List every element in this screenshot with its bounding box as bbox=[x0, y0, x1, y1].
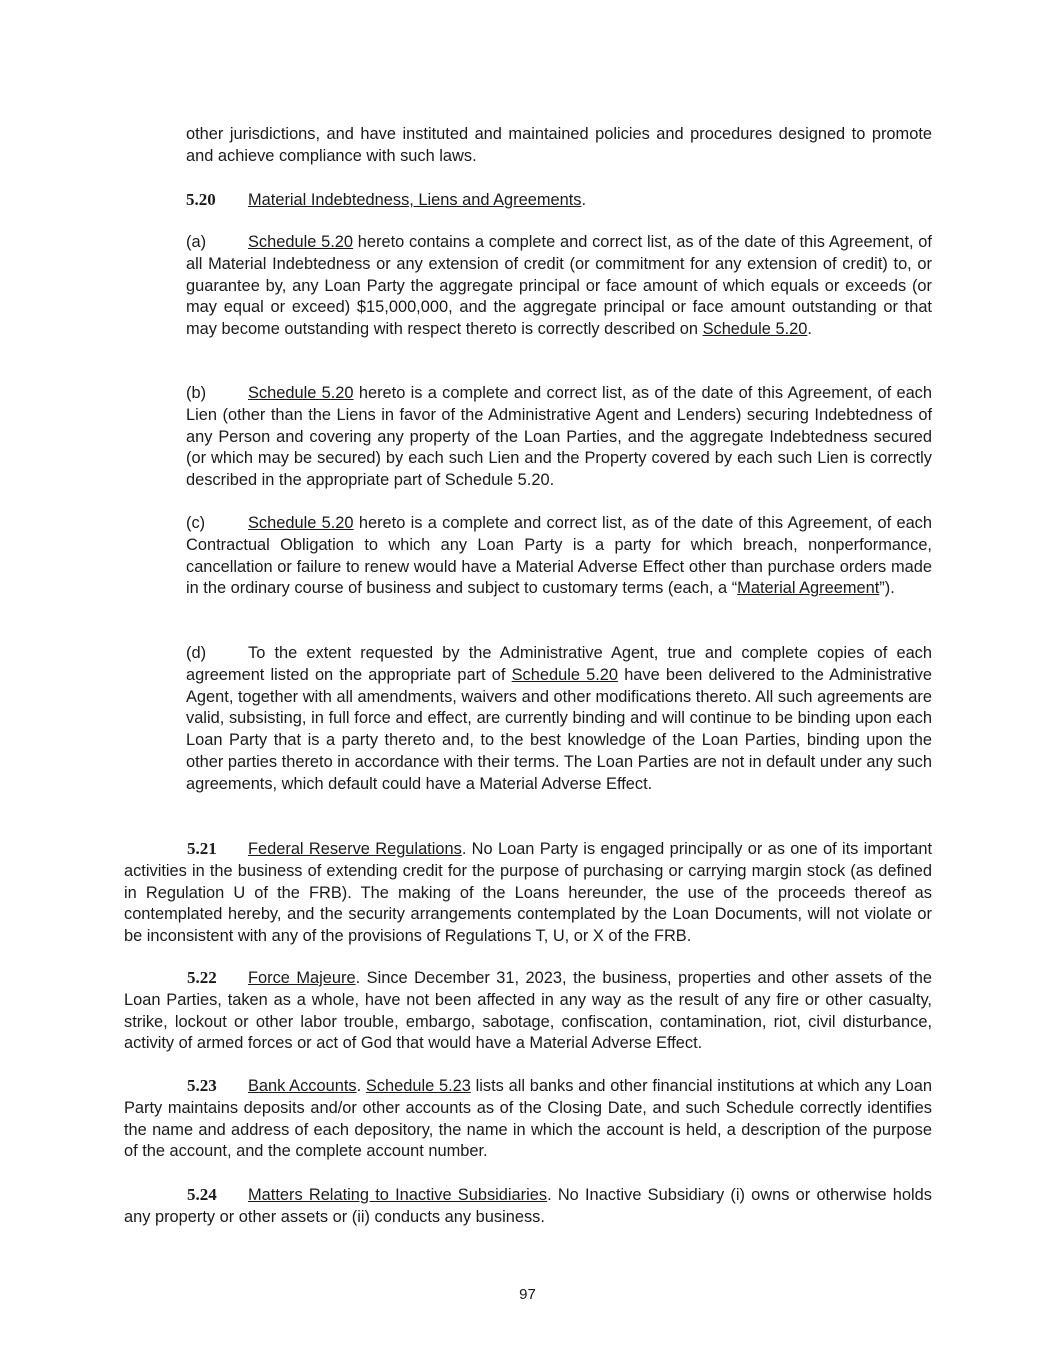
section-title: Bank Accounts bbox=[248, 1077, 357, 1095]
section-title: Matters Relating to Inactive Subsidiaries bbox=[248, 1186, 548, 1204]
section-5-21: 5.21 Federal Reserve Regulations. No Loan Party is engaged principally or as one of its important activities in the business of extending credit for the purpose of purchasing or carrying margin stock (as defined in Regulation U of the FRB). The making of the Loans hereunder, the use of the proceeds thereof as contemplated hereby, and the security arrangements contemplated by the Loan Documents, will not violate or be inconsistent with any of the provisions of Regulations T, U, or X of the FRB. bbox=[124, 839, 932, 946]
schedule-reference: Schedule 5.20 bbox=[511, 665, 619, 684]
section-title: Federal Reserve Regulations bbox=[248, 840, 462, 858]
section-5-20-heading: 5.20 Material Indebtedness, Liens and Agreements. bbox=[186, 190, 587, 209]
section-number: 5.22 bbox=[187, 968, 217, 987]
section-number: 5.23 bbox=[187, 1076, 217, 1095]
paragraph-label: (d) bbox=[186, 644, 207, 662]
paragraph-d: (d) To the extent requested by the Administrative Agent, true and complete copies of each agreement listed on the appropriate part of Schedule 5.20 have been delivered to the Administrative Agent, together with all amendments, waivers and other modifications thereto. All such agreements are valid, subsisting, in full force and effect, are currently binding and will continue to be binding upon each Loan Party that is a party thereto and, to the best knowledge of the Loan Parties, binding upon the other parties thereto in accordance with their terms. The Loan Parties are not in default under any such agreements, which default could have a Material Adverse Effect. bbox=[186, 643, 932, 796]
schedule-reference: Schedule 5.20 bbox=[248, 514, 354, 532]
paragraph-b: (b) Schedule 5.20 hereto is a complete and correct list, as of the date of this Agreement, of each Lien (other than the Liens in favor of the Administrative Agent and Lenders) securing Indebtedness of any Person and covering any property of the Loan Parties, and the aggregate Indebtedness secured (or which may be secured) by each such Lien and the Property covered by each such Lien is correctly described in the appropriate part of Schedule 5.20. bbox=[186, 383, 932, 492]
section-title: Material Indebtedness, Liens and Agreements bbox=[248, 191, 582, 209]
intro-paragraph: other jurisdictions, and have instituted and maintained policies and procedures designed to promote and achieve compliance with such laws. bbox=[186, 125, 932, 165]
schedule-reference: Schedule 5.20 bbox=[248, 233, 354, 251]
paragraph-a: (a) Schedule 5.20 hereto contains a complete and correct list, as of the date of this Agreement, of all Material Indebtedness or any extension of credit (or commitment for any extension of credit) to, or guarantee by, any Loan Party the aggregate principal or face amount of which equals or exceeds (or may equal or exceed) $15,000,000, and the aggregate principal or face amount outstanding or that may become outstanding with respect thereto is correctly described on Schedule 5.20. bbox=[186, 232, 932, 341]
paragraph-label: (b) bbox=[186, 384, 207, 402]
section-5-22: 5.22 Force Majeure. Since December 31, 2023, the business, properties and other assets of the Loan Parties, taken as a whole, have not been affected in any way as the result of any fire or other casualty, strike, lockout or other labor trouble, embargo, sabotage, confiscation, contamination, riot, civil disturbance, activity of armed forces or act of God that would have a Material Adverse Effect. bbox=[124, 968, 933, 1053]
section-number: 5.24 bbox=[187, 1185, 217, 1204]
section-5-24: 5.24 Matters Relating to Inactive Subsidiaries. No Inactive Subsidiary (i) owns or otherwise holds any property or other assets or (ii) conducts any business. bbox=[124, 1185, 932, 1226]
section-number: 5.20 bbox=[186, 190, 216, 209]
section-title: Force Majeure bbox=[248, 969, 356, 987]
schedule-reference: Schedule 5.23 bbox=[365, 1077, 471, 1095]
schedule-reference: Schedule 5.20 bbox=[248, 384, 354, 402]
paragraph-c: (c) Schedule 5.20 hereto is a complete and correct list, as of the date of this Agreement, of each Contractual Obligation to which any Loan Party is a party for which breach, nonperformance, cancellation or failure to renew would have a Material Adverse Effect other than purchase orders made in the ordinary course of business and subject to customary terms (each, a “Material Agreement”). bbox=[186, 513, 932, 600]
defined-term: Material Agreement bbox=[737, 579, 880, 598]
paragraph-label: (c) bbox=[186, 514, 206, 532]
schedule-reference: Schedule 5.20 bbox=[702, 320, 808, 339]
section-5-23: 5.23 Bank Accounts. Schedule 5.23 lists all banks and other financial institutions at which any Loan Party maintains deposits and/or other accounts as of the Closing Date, and such Schedule correctly identifies the name and address of each depository, the name in which the account is held, a description of the purpose of the account, and the complete account number. bbox=[124, 1076, 933, 1161]
paragraph-label: (a) bbox=[186, 233, 207, 251]
page-number: 97 bbox=[519, 1286, 536, 1303]
section-number: 5.21 bbox=[187, 839, 217, 858]
